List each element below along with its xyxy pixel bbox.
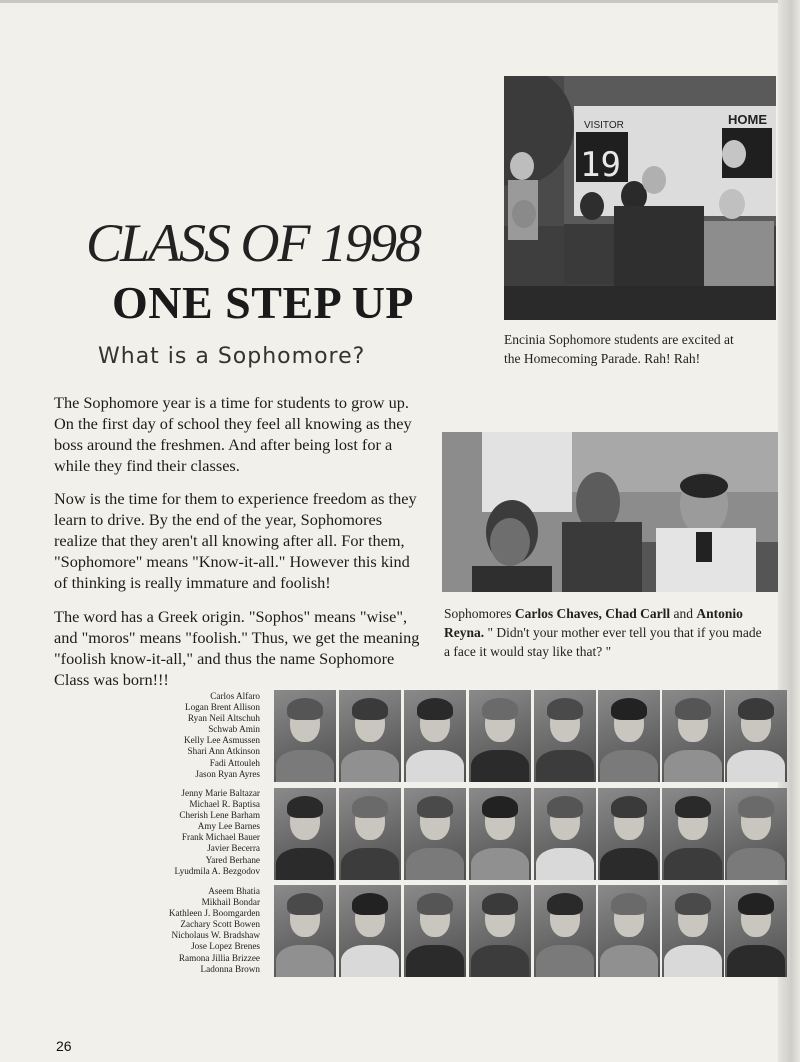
student-portrait [339,788,401,880]
page-top-rule [0,0,800,3]
page-title-main: ONE STEP UP [112,277,415,328]
section-subtitle: What is a Sophomore? [98,344,366,369]
student-portrait [404,788,466,880]
student-name: Schwab Amin [208,724,260,735]
student-name: Kelly Lee Asmussen [183,735,260,746]
student-portrait [404,885,466,977]
student-name: Aseem Bhatia [208,886,260,896]
student-name: Jenny Marie Baltazar [181,788,260,798]
homecoming-photo-caption: Encinia Sophomore students are excited at the Homecoming Parade. Rah! Rah! [504,332,734,366]
student-portrait [534,788,596,880]
student-portrait [469,885,531,977]
student-portrait [598,690,660,782]
student-portrait [274,690,336,782]
student-name: Frank Michael Bauer [181,832,260,843]
page-number: 26 [56,1038,72,1054]
student-name: Shari Ann Atkinson [187,746,260,757]
name-list-row-1 [140,691,260,780]
student-name: Cherish Lene Barham [179,810,260,821]
student-name: Ryan Neil Altschuh [187,713,260,724]
student-name: Jose Lopez Brenes [191,941,260,952]
student-name: Michael R. Baptisa [189,799,260,810]
sophomores-photo-caption: Sophomores Carlos Chaves, Chad Carll and Antonio Reyna. " Didn't your mother ever tell you that if you made a face it would stay like that? " [444,606,762,659]
caption-name-chad: Chad Carll [605,606,671,621]
student-portrait [534,885,596,977]
student-portrait [725,788,787,880]
student-name: Javier Becerra [207,843,260,854]
student-name: Zachary Scott Bowen [180,919,260,930]
student-portrait [662,788,724,880]
student-name: Fadi Attouleh [209,757,260,768]
scoreboard-visitor-label: VISITOR [584,120,624,131]
student-name: Amy Lee Barnes [197,821,260,832]
student-portrait [469,690,531,782]
student-portrait [662,690,724,782]
student-name: Logan Brent Allison [184,702,260,713]
caption-name-carlos: Carlos Chaves, [514,606,602,621]
student-portrait [725,690,787,782]
name-list-row-2 [140,788,260,877]
page-title-italic: CLASS OF 1998 [86,213,421,273]
body-paragraph-1: The Sophomore year is a time for students to grow up. On the first day of school they feel all knowing as they boss around the freshmen. And after being lost for a while they find their classes. [54,393,412,475]
student-name: Jason Ryan Ayres [195,768,260,779]
student-name: Yared Berhane [205,854,260,865]
student-portrait [274,885,336,977]
student-name: Lyudmila A. Bezgodov [174,865,260,876]
student-portrait [339,885,401,977]
homecoming-photo [504,76,776,320]
student-portrait [339,690,401,782]
student-portrait [662,885,724,977]
student-name: Ladonna Brown [200,963,260,974]
student-portrait [534,690,596,782]
student-portrait [598,885,660,977]
scoreboard-digits: 19 [580,145,621,185]
student-name: Ramona Jillia Brizzee [178,952,260,963]
scoreboard-home-label: HOME [728,112,767,127]
student-portrait [469,788,531,880]
body-paragraph-2: Now is the time for them to experience freedom as they learn to drive. By the end of the year, Sophomores realize that they aren't all knowing after all. For them, "Sophomore" means "Know-it-all." However this kind of thinking is really immature and foolish! [54,489,417,592]
student-portrait [598,788,660,880]
student-name: Mikhail Bondar [201,897,260,908]
student-name: Nicholaus W. Bradshaw [171,930,260,941]
caption-name-antonio: Antonio Reyna. [444,606,743,640]
body-paragraph-3: The word has a Greek origin. "Sophos" means "wise", and "moros" means "foolish." Thus, we get the meaning "foolish know-it-all," and thus the name Sophomore Class was born!!! [54,607,420,689]
student-portrait [404,690,466,782]
student-name: Kathleen J. Boomgarden [168,908,260,919]
student-portrait [725,885,787,977]
name-list-row-3 [140,886,260,975]
student-name: Carlos Alfaro [210,691,260,701]
student-portrait [274,788,336,880]
sophomores-photo [442,432,778,592]
